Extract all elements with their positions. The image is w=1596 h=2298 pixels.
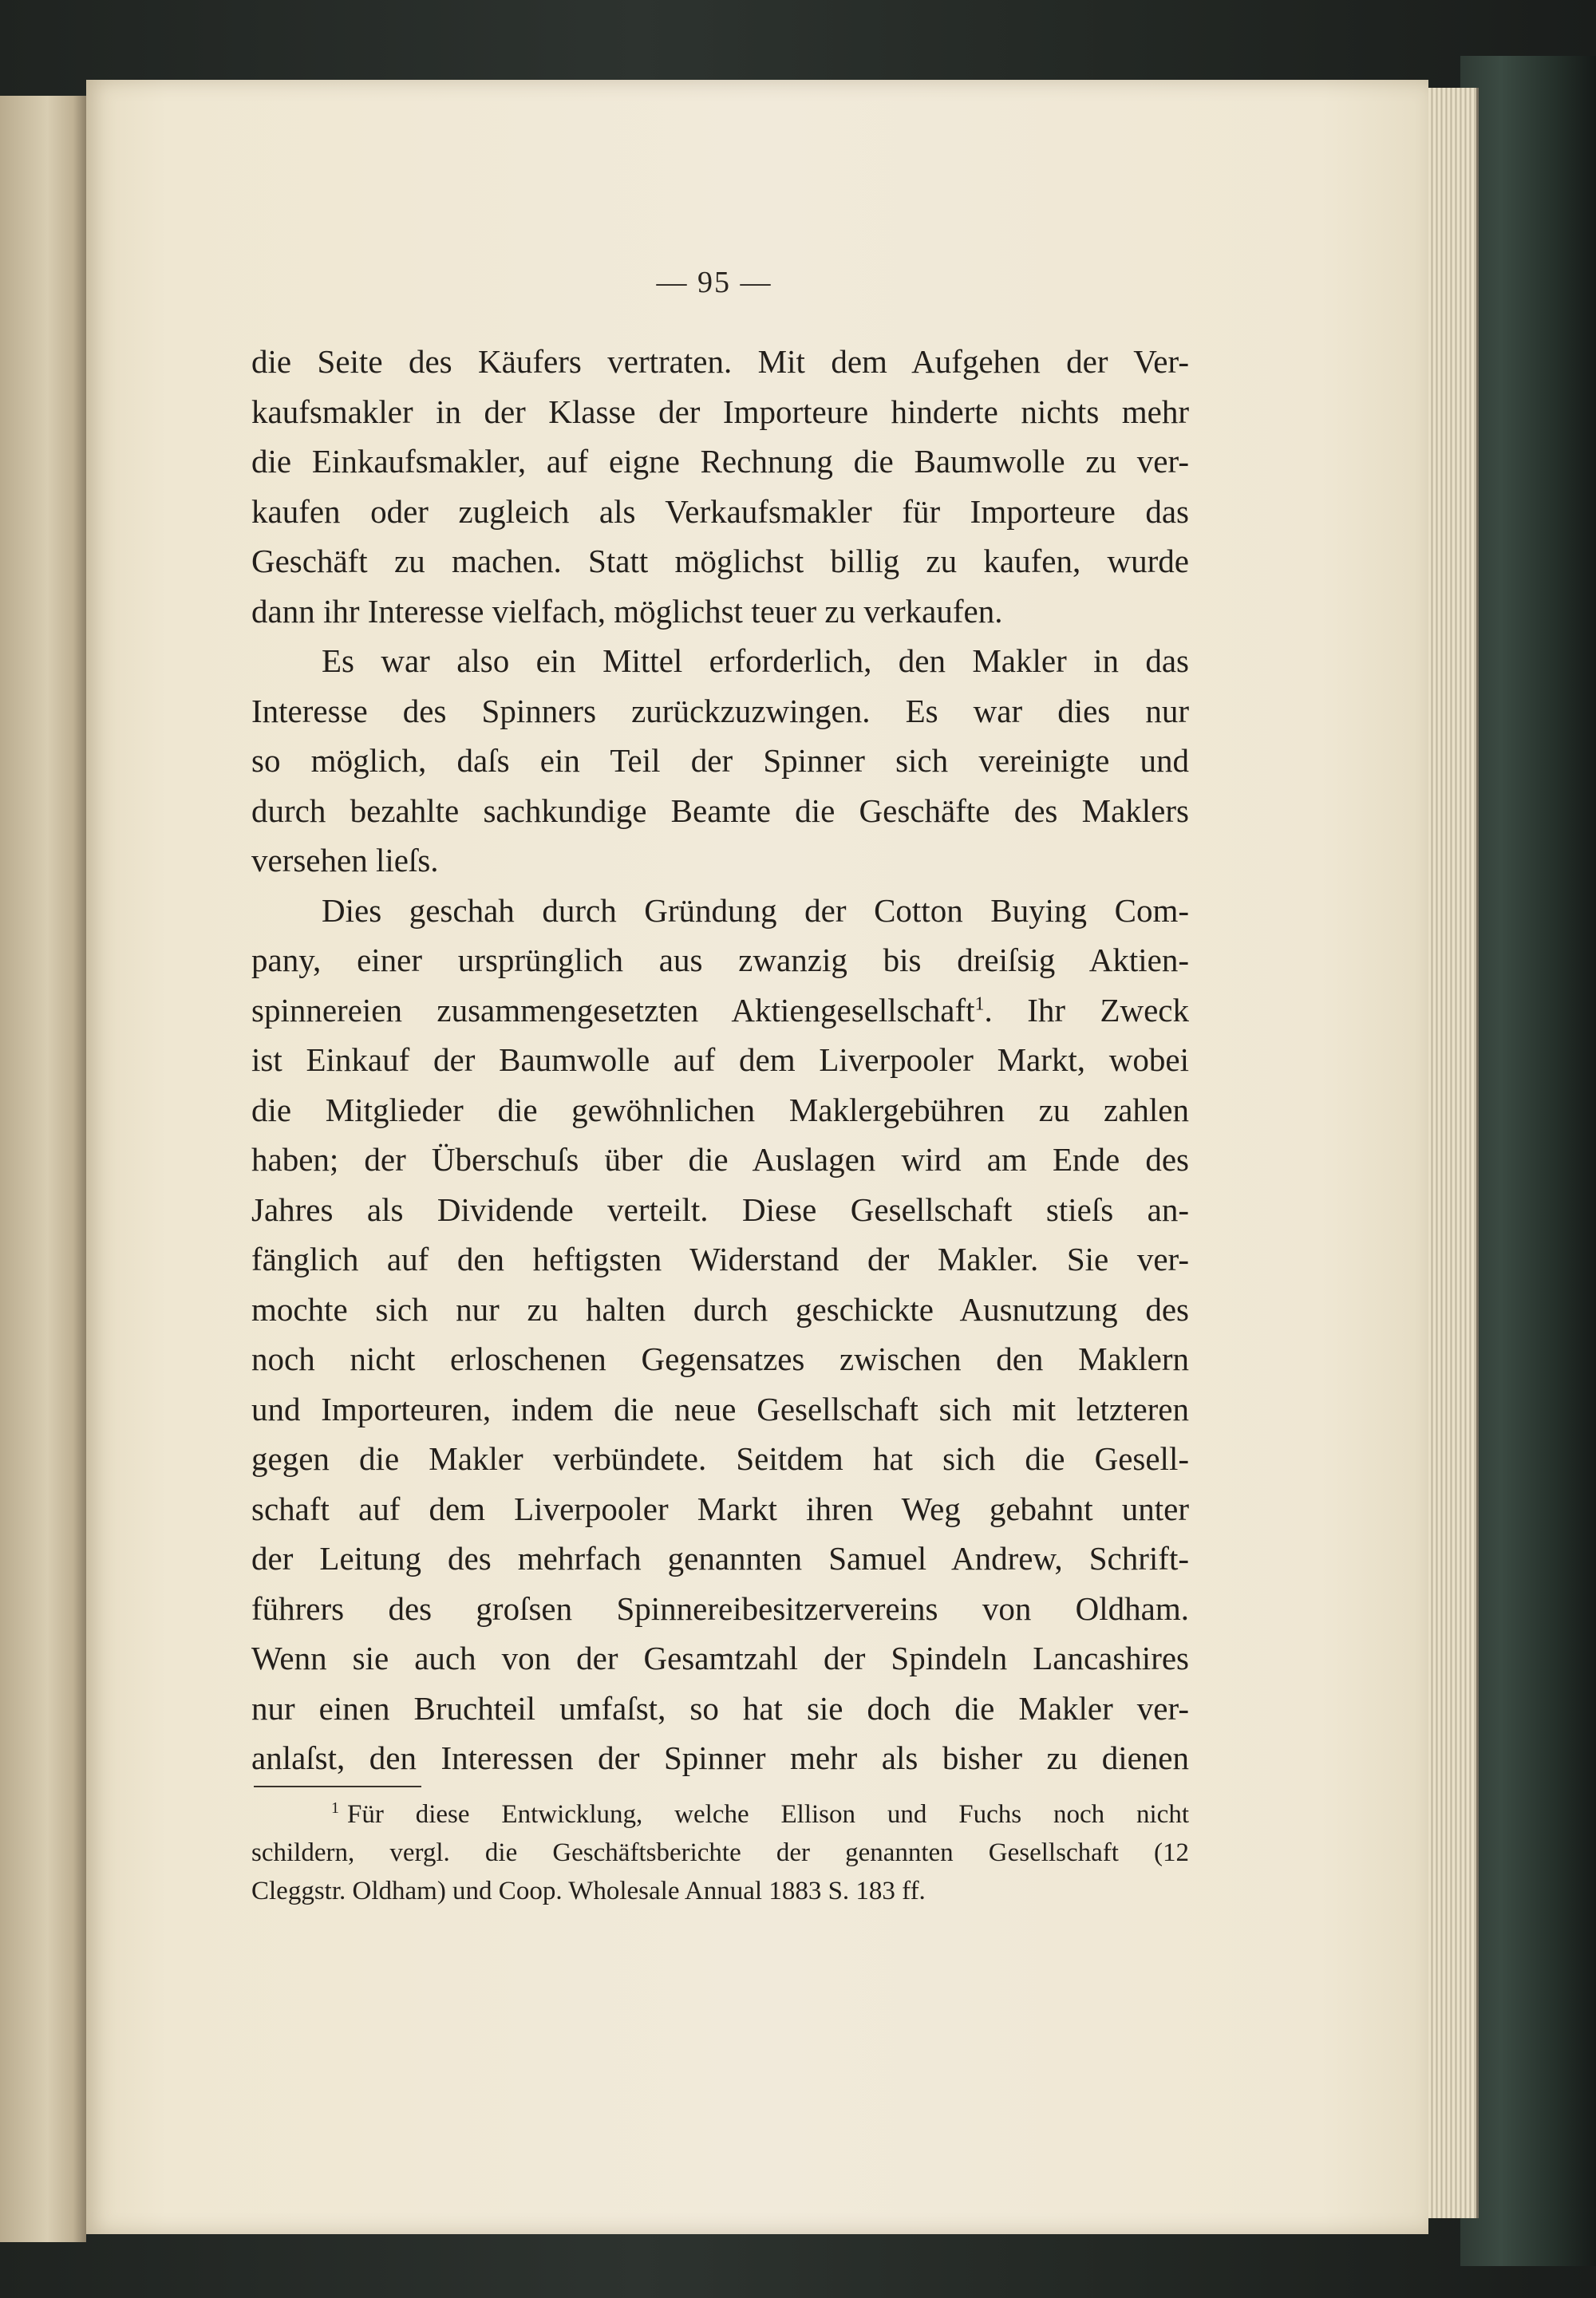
footnote-line: Cleggstr. Oldham) und Coop. Wholesale Annual 1883 S. 183 ff. [251,1877,926,1905]
text-line: ist Einkauf der Baumwolle auf dem Liverpooler Markt, wobei [251,1041,1189,1078]
text-line: Es war also ein Mittel erforderlich, den Makler in das [322,642,1189,679]
text-line: durch bezahlte sachkundige Beamte die Geschäfte des Maklers [251,792,1189,829]
text-line: schaft auf dem Liverpooler Markt ihren Weg gebahnt unter [251,1490,1189,1527]
text-line: kaufsmakler in der Klasse der Importeure hinderte nichts mehr [251,393,1189,430]
text-line: nur einen Bruchteil umfaſst, so hat sie doch die Makler ver- [251,1689,1189,1727]
text-line: Interesse des Spinners zurückzuzwingen. Es war dies nur [251,692,1189,729]
text-line: Dies geschah durch Gründung der Cotton Buying Com- [322,891,1189,929]
text-line: versehen lieſs. [251,842,439,879]
text-line: und Importeuren, indem die neue Gesellschaft sich mit letzteren [251,1390,1189,1427]
text-line: die Einkaufsmakler, auf eigne Rechnung die Baumwolle zu ver- [251,443,1189,480]
footnote-text: Für diese Entwicklung, welche Ellison und Fuchs noch nicht [347,1800,1189,1829]
text-line: der Leitung des mehrfach genannten Samuel Andrew, Schrift- [251,1540,1189,1577]
text-line: noch nicht erloschenen Gegensatzes zwischen den Maklern [251,1340,1189,1377]
text-segment: . Ihr Zweck [984,991,1189,1029]
text-line: fänglich auf den heftigsten Widerstand der Makler. Sie ver- [251,1241,1189,1277]
text-line: mochte sich nur zu halten durch geschickte Ausnutzung des [251,1290,1189,1328]
footnote-line: schildern, vergl. die Geschäftsberichte der genannten Gesellschaft (12 [251,1838,1189,1867]
text-line: gegen die Makler verbündete. Seitdem hat sich die Gesell- [251,1440,1189,1477]
footnote-marker: 1 [331,1799,339,1817]
text-line: kaufen oder zugleich als Verkaufsmakler für Importeure das [251,492,1189,530]
text-line: haben; der Überschuſs über die Auslagen wird am Ende des [251,1141,1189,1178]
footnote-divider [254,1786,421,1787]
text-line: die Seite des Käufers vertraten. Mit dem Aufgehen der Ver- [251,343,1189,380]
text-line: führers des groſsen Spinnereibesitzervereins von Oldham. [251,1589,1189,1627]
text-line: Wenn sie auch von der Gesamtzahl der Spindeln Lancashires [251,1640,1189,1676]
footnote-line [251,1795,1189,1834]
text-line: Geschäft zu machen. Statt möglichst billig zu kaufen, wurde [251,543,1189,579]
text-line: anlaſst, den Interessen der Spinner mehr als bisher zu dienen [251,1739,1189,1776]
text-line: Jahres als Dividende verteilt. Diese Gesellschaft stieſs an- [251,1190,1189,1228]
text-line: pany, einer ursprünglich aus zwanzig bis dreiſsig Aktien- [251,942,1189,978]
book-cover-edge [1460,56,1596,2266]
body-text [251,337,1189,1783]
text-line: die Mitglieder die gewöhnlichen Maklergebühren zu zahlen [251,1091,1189,1128]
text-line: so möglich, daſs ein Teil der Spinner sich vereinigte und [251,742,1189,779]
page-number: — 95 — [656,266,772,299]
text-line: dann ihr Interesse vielfach, möglichst teuer zu verkaufen. [251,592,1003,630]
footnotes [251,1795,1189,1910]
page-block-edges [1428,88,1479,2218]
text-line-with-footnote [251,985,1189,1036]
text-segment: spinnereien zusammengesetzten Aktiengesellschaft [251,991,975,1029]
previous-page-edge [0,96,86,2242]
footnote-reference: 1 [974,993,985,1014]
